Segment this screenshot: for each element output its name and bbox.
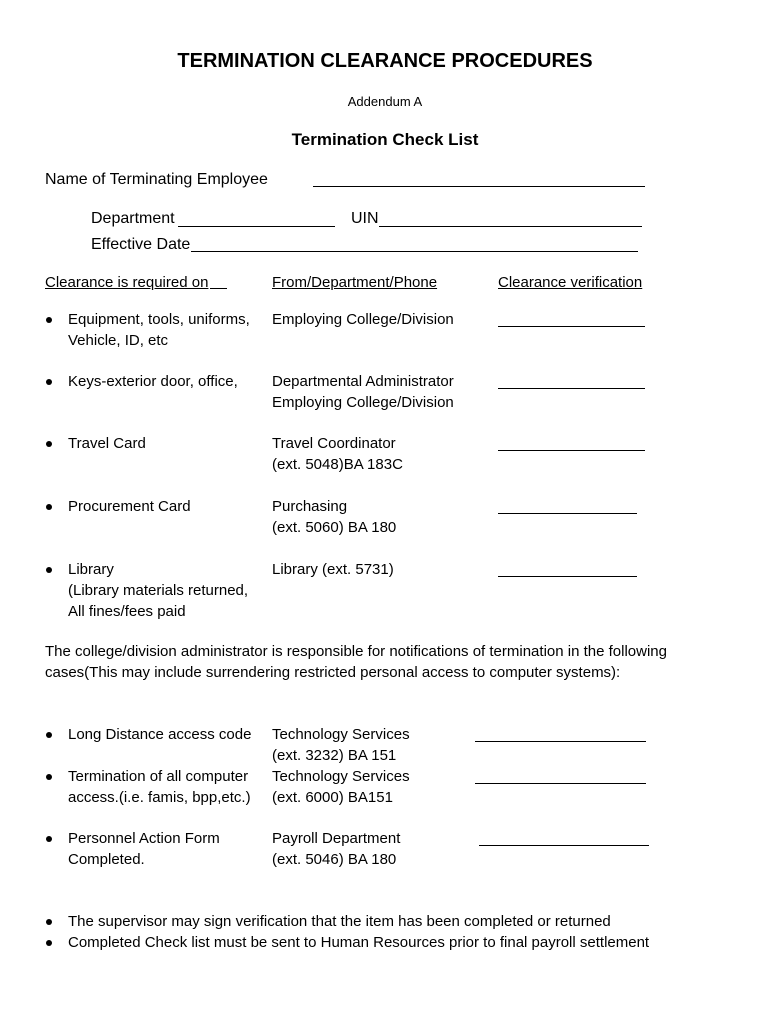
bullet-icon	[46, 940, 52, 946]
bullet-icon	[46, 317, 52, 323]
item-line: Completed.	[68, 851, 145, 868]
verification-line-computer-access[interactable]	[475, 783, 646, 784]
bullet-icon	[46, 504, 52, 510]
item-line: All fines/fees paid	[68, 603, 186, 620]
note-supervisor: The supervisor may sign verification that the item has been completed or returned	[68, 913, 611, 930]
header-from: From/Department/Phone	[272, 274, 438, 291]
clearance-from-equipment	[272, 309, 454, 330]
employee-name-field[interactable]	[313, 186, 645, 187]
clearance-item-procurement-card	[68, 496, 191, 517]
verification-line-keys[interactable]	[498, 388, 645, 389]
effective-date-field[interactable]	[191, 251, 638, 252]
item-line: Equipment, tools, uniforms,	[68, 311, 250, 328]
document-title: TERMINATION CLEARANCE PROCEDURES	[177, 50, 593, 72]
item-line: Long Distance access code	[68, 726, 252, 743]
from-line: Technology Services	[272, 768, 410, 785]
verification-line-library[interactable]	[498, 576, 637, 577]
from-line: Travel Coordinator	[272, 435, 396, 452]
verification-line-personnel-action[interactable]	[479, 845, 649, 846]
item-line: access.(i.e. famis, bpp,etc.)	[68, 789, 251, 806]
bullet-icon	[46, 774, 52, 780]
uin-label: UIN	[351, 210, 379, 227]
clearance-from-travel-card	[272, 433, 403, 475]
verification-line-long-distance[interactable]	[475, 741, 646, 742]
bullet-icon	[46, 732, 52, 738]
item-line: Procurement Card	[68, 498, 191, 515]
verification-line-procurement-card[interactable]	[498, 513, 637, 514]
from-line: Payroll Department	[272, 830, 401, 847]
admin-from-computer-access	[272, 766, 410, 808]
clearance-from-keys	[272, 371, 454, 413]
from-line: (ext. 6000) BA151	[272, 789, 393, 806]
from-line: Technology Services	[272, 726, 410, 743]
bullet-icon	[46, 567, 52, 573]
clearance-item-library	[68, 559, 248, 622]
admin-paragraph	[45, 641, 667, 683]
clearance-item-equipment	[68, 309, 250, 351]
from-line: (ext. 3232) BA 151	[272, 747, 397, 764]
employee-name-label: Name of Terminating Employee	[45, 171, 268, 188]
addendum-label: Addendum A	[347, 94, 423, 109]
admin-from-long-distance	[272, 724, 410, 766]
paragraph-line: The college/division administrator is responsible for notifications of termination in the following	[45, 643, 667, 660]
item-line: Keys-exterior door, office,	[68, 373, 238, 390]
clearance-item-travel-card	[68, 433, 146, 454]
paragraph-line: cases(This may include surrendering restricted personal access to computer systems):	[45, 664, 621, 681]
from-line: (ext. 5046) BA 180	[272, 851, 397, 868]
from-line: Employing College/Division	[272, 394, 454, 411]
admin-item-personnel-action	[68, 828, 220, 870]
bullet-icon	[46, 441, 52, 447]
admin-item-computer-access	[68, 766, 251, 808]
item-line: (Library materials returned,	[68, 582, 249, 599]
bullet-icon	[46, 379, 52, 385]
item-line: Termination of all computer	[68, 768, 249, 785]
from-line: Purchasing	[272, 498, 348, 515]
clearance-item-keys	[68, 371, 238, 392]
from-line: (ext. 5060) BA 180	[272, 519, 397, 536]
department-label: Department	[91, 210, 175, 227]
item-line: Travel Card	[68, 435, 146, 452]
verification-line-travel-card[interactable]	[498, 450, 645, 451]
from-line: Employing College/Division	[272, 311, 454, 328]
header-clearance-underline	[210, 288, 227, 289]
bullet-icon	[46, 919, 52, 925]
clearance-from-library	[272, 559, 394, 580]
admin-from-personnel-action	[272, 828, 400, 870]
from-line: Library (ext. 5731)	[272, 561, 394, 578]
from-line: Departmental Administrator	[272, 373, 454, 390]
checklist-title: Termination Check List	[291, 130, 479, 149]
clearance-from-procurement-card	[272, 496, 396, 538]
bullet-icon	[46, 836, 52, 842]
header-verification: Clearance verification	[498, 274, 643, 291]
item-line: Personnel Action Form	[68, 830, 220, 847]
item-line: Library	[68, 561, 114, 578]
verification-line-equipment[interactable]	[498, 326, 645, 327]
item-line: Vehicle, ID, etc	[68, 332, 169, 349]
admin-item-long-distance	[68, 724, 251, 745]
header-clearance: Clearance is required on	[45, 274, 209, 291]
from-line: (ext. 5048)BA 183C	[272, 456, 403, 473]
effective-date-label: Effective Date	[91, 236, 191, 253]
note-human-resources: Completed Check list must be sent to Human Resources prior to final payroll settlement	[68, 934, 650, 951]
uin-field[interactable]	[379, 226, 642, 227]
department-field[interactable]	[178, 226, 335, 227]
